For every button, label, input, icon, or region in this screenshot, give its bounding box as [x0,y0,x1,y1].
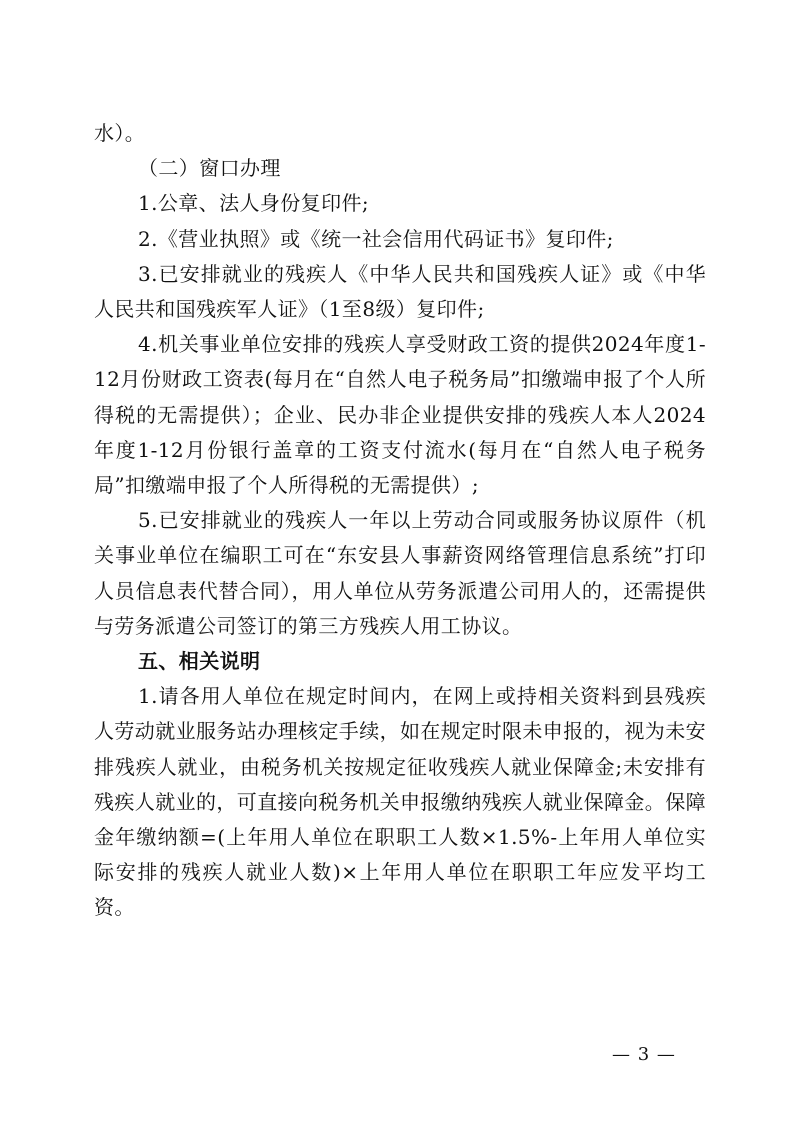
list-item-4: 4.机关事业单位安排的残疾人享受财政工资的提供2024年度1-12月份财政工资表(每月在“自然人电子税务局”扣缴端申报了个人所得税的无需提供）；企业、民办非企业提供安排的残疾人本人2024年度1-12月份银行盖章的工资支付流水(每月在“自然人电子税务局”扣缴端申报了个人所得税的无需提供）; [94,332,706,498]
list-item-1: 1.公章、法人身份复印件; [138,191,370,216]
document-body [94,116,706,926]
list-item-5: 5.已安排就业的残疾人一年以上劳动合同或服务协议原件（机关事业单位在编职工可在“东安县人事薪资网络管理信息系统”打印人员信息表代替合同），用人单位从劳务派遣公司用人的，还需提供与劳务派遣公司签订的第三方残疾人用工协议。 [94,508,706,638]
section-heading-window: （二）窗口办理 [138,156,281,181]
notes-item-1: 1.请各用人单位在规定时间内，在网上或持相关资料到县残疾人劳动就业服务站办理核定手续，如在规定时限未申报的，视为未安排残疾人就业，由税务机关按规定征收残疾人就业保障金;未安排有残疾人就业的，可直接向税务机关申报缴纳残疾人就业保障金。保障金年缴纳额=(上年用人单位在职职工人数×1.5%-上年用人单位实际安排的残疾人就业人数)×上年用人单位在职职工年应发平均工资。 [94,684,706,920]
paragraph-continuation: 水）。 [94,121,146,145]
page-number: — 3 — [612,1044,676,1065]
list-item-3: 3.已安排就业的残疾人《中华人民共和国残疾人证》或《中华人民共和国残疾军人证》（1至8级）复印件; [94,261,706,322]
list-item-2: 2.《营业执照》或《统一社会信用代码证书》复印件; [138,226,614,251]
section-heading-notes: 五、相关说明 [138,649,261,674]
